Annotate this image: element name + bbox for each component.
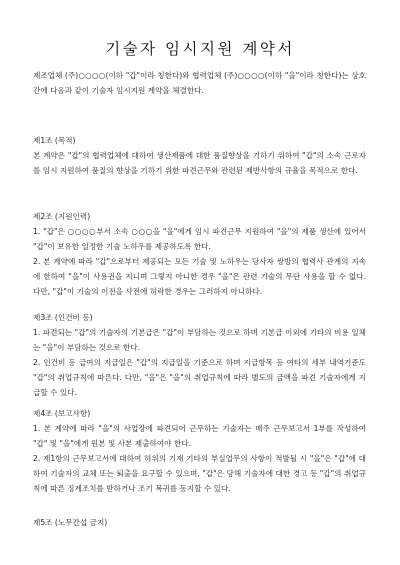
article-heading: 제3조 (인건비 등) (33, 313, 93, 322)
article-heading: 제4조 (보고사항) (33, 409, 91, 418)
document-title: 기술자 임시지원 계약서 (105, 40, 295, 58)
article-5-no-labor-interference (33, 515, 366, 530)
article-paragraph: 1. 파견되는 "갑"의 기술자의 기본급은 "갑"이 부담하는 것으로 하며 기본급 이외에 기타의 비용 일체는 "을"이 부담하는 것으로 한다. (33, 328, 366, 353)
article-paragraph: 2. 제1항의 근무보고서에 대하여 허위의 기재 기타의 부실업무의 사항이 적발될 시 "을"은 "갑"에 대하여 기술자의 교체 또는 퇴출을 요구할 수 있으며, "갑"은 당해 기술자에 대한 경고 등 "갑"의 취업규칙에 따른 징계조치를 받하거나 조기 복귀를 동지할 수 있다. (33, 454, 366, 494)
article-paragraph: 본 계약은 "갑"의 협력업체에 대하여 생산제품에 대한 품질향상을 기하기 위하여 "갑"의 소속 근로자를 임시 지원하여 품질의 향상을 기하기 위한 파견근무와 관련된 제반사항의 규율을 목적으로 한다. (33, 151, 366, 176)
article-paragraph: 2. 인건비 등 급여의 지급일은 "갑"의 지급일을 기준으로 하며 지급항목 등 여타의 세부 내역기준도 "갑"의 취업규칙에 따른다. 다만, "을"은 "을"의 취업규칙에 따라 별도의 금액을 파견 기술자에게 지급할 수 있다. (33, 358, 366, 398)
article-heading: 제1조 (목적) (33, 136, 76, 145)
article-heading: 제5조 (노무간섭 금지) (33, 518, 108, 527)
article-3-labor-cost (33, 310, 366, 401)
article-1-purpose (33, 133, 366, 178)
article-heading: 제2조 (지원인력) (33, 212, 91, 221)
article-2-support-staff (33, 209, 366, 300)
article-paragraph: 2. 본 계약에 따라 "갑"으로부터 제공되는 모든 기술 및 노하우는 당사자 쌍방의 협력사 관계의 지속에 한하여 "을"이 사용권을 지니며 그렇지 아니한 경우 "을"은 관련 기술의 무단 사용을 할 수 없다. 다만, "갑"이 기술의 이전을 사전에 허락한 경우는 그러하지 아니하다. (33, 257, 366, 297)
article-paragraph: 1. "갑"은 ○○○○부서 소속 ○○○을 "을"에게 임시 파견근무 지원하여 "을"의 제품 생산에 있어서 "갑"이 보유한 일정한 기술 노하우를 제공하도록 한다. (33, 227, 366, 252)
article-paragraph: 1. 본 계약에 따라 "을"의 사업장에 파견되어 근무하는 기술자는 매주 근무보고서 1부를 작성하여 "갑" 및 "을"에게 원본 및 사본 제출하여야 한다. (33, 424, 366, 449)
article-4-reporting (33, 406, 366, 497)
intro-paragraph: 제조업체 (주)○○○○(이하 "갑"이라 칭한다)와 협력업체 (주)○○○○(이하 "을"이라 칭한다)는 상호간에 다음과 같이 기술자 임시지원 계약을 체결한다. (33, 71, 366, 95)
